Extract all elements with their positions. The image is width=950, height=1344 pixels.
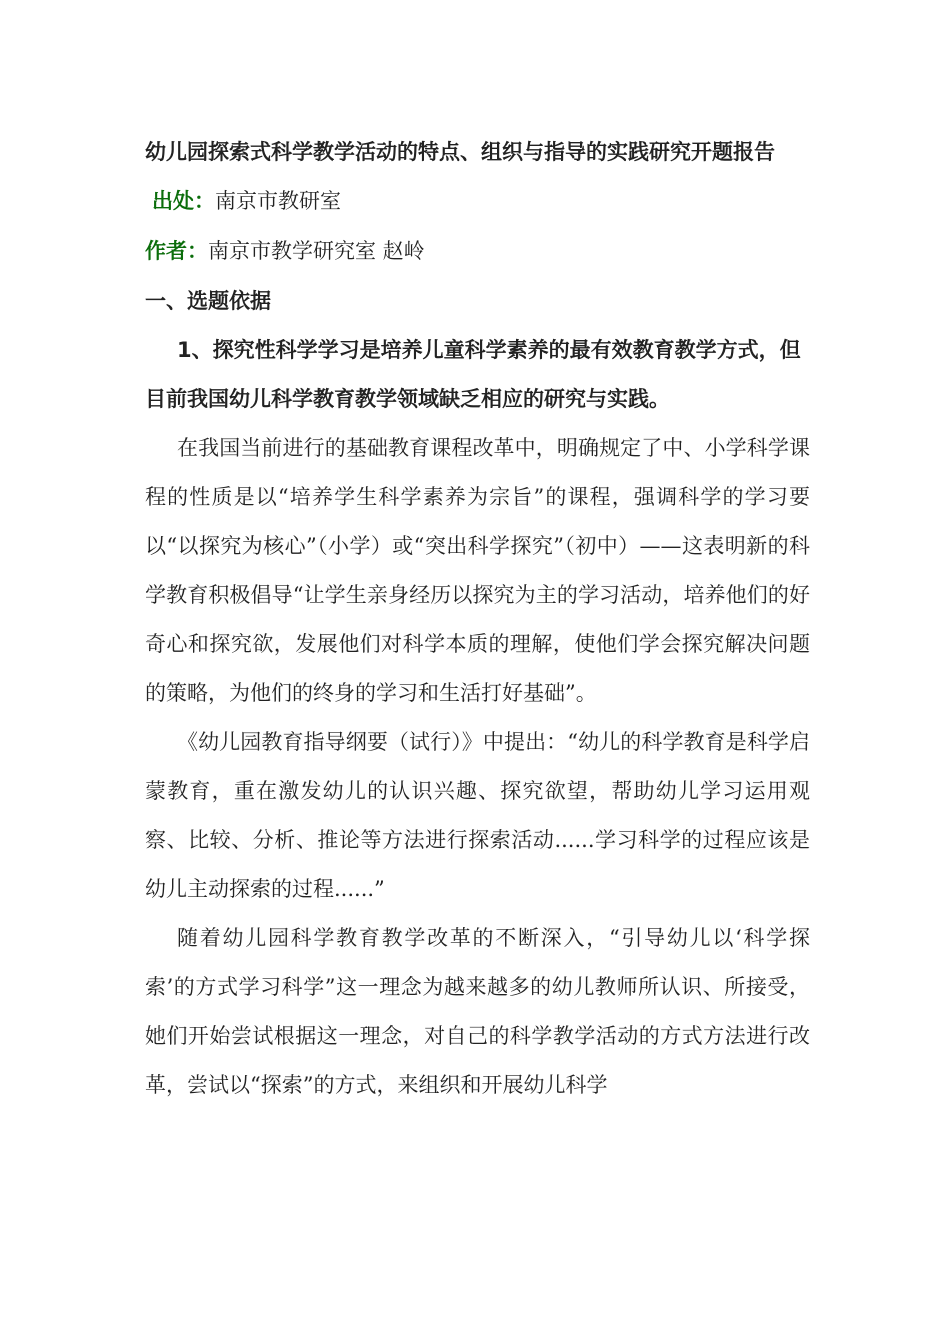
source-value: 南京市教研室 [215,189,341,213]
paragraph-1: 在我国当前进行的基础教育课程改革中，明确规定了中、小学科学课程的性质是以“培养学生科学素养为宗旨”的课程，强调科学的学习要以“以探究为核心”（小学）或“突出科学探究”（初中）——这表明新的科学教育积极倡导“让学生亲身经历以探究为主的学习活动，培养他们的好奇心和探究欲，发展他们对科学本质的理解，使他们学会探究解决问题的策略，为他们的终身的学习和生活打好基础”。 [145,436,810,705]
author-label: 作者： [145,239,208,263]
document-page [145,128,810,1110]
section-heading: 一、选题依据 [145,289,271,313]
author-value: 南京市教学研究室 赵岭 [208,239,425,263]
source-label: 出处： [152,189,215,213]
paragraph-2: 《幼儿园教育指导纲要（试行）》中提出：“幼儿的科学教育是科学启蒙教育，重在激发幼儿的认识兴趣、探究欲望，帮助幼儿学习运用观察、比较、分析、推论等方法进行探索活动......学习科学的过程应该是幼儿主动探索的过程......” [145,730,810,901]
paragraph-3: 随着幼儿园科学教育教学改革的不断深入，“引导幼儿以‘科学探索’的方式学习科学”这一理念为越来越多的幼儿教师所认识、所接受，她们开始尝试根据这一理念，对自己的科学教学活动的方式方法进行改革，尝试以“探索”的方式，来组织和开展幼儿科学 [145,926,810,1097]
subheading: 1、探究性科学学习是培养儿童科学素养的最有效教育教学方式，但目前我国幼儿科学教育教学领域缺乏相应的研究与实践。 [145,338,801,411]
source-line [145,176,810,226]
document-title: 幼儿园探索式科学教学活动的特点、组织与指导的实践研究开题报告 [145,140,775,164]
author-line [145,226,810,276]
